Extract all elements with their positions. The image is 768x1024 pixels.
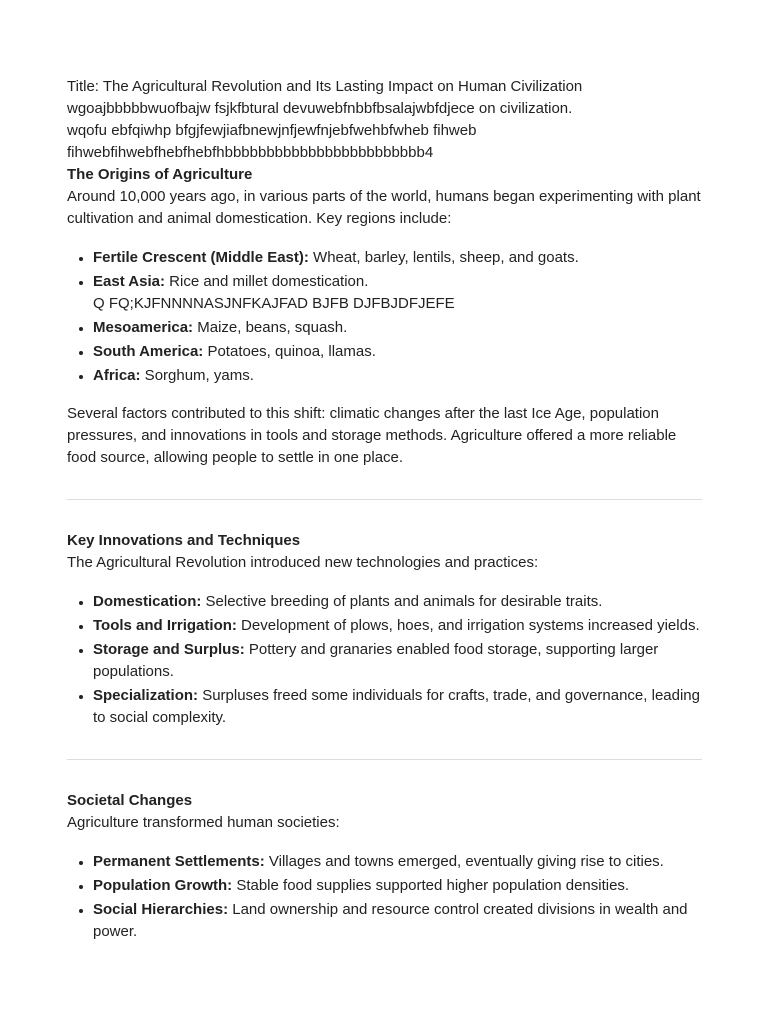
list-item xyxy=(93,615,702,637)
section-heading: Societal Changes xyxy=(67,792,193,809)
title-line: Title: The Agricultural Revolution and Its Lasting Impact on Human Civilization xyxy=(67,78,583,95)
section-intro: Agriculture transformed human societies: xyxy=(67,814,340,831)
section-heading: The Origins of Agriculture xyxy=(67,166,253,183)
list-item-text: Development of plows, hoes, and irrigation systems increased yields. xyxy=(236,617,700,634)
section-divider xyxy=(67,499,702,500)
section-societal-changes xyxy=(67,790,702,943)
list-item-term: Mesoamerica: xyxy=(93,319,194,336)
garbled-line-2: wqofu ebfqiwhp bfgjfewjiafbnewjnfjewfnjebfwehbfwheb fihweb xyxy=(67,122,477,139)
changes-list xyxy=(67,851,702,943)
list-item xyxy=(93,271,702,315)
list-item-term: Fertile Crescent (Middle East): xyxy=(93,249,309,266)
list-item-term: Tools and Irrigation: xyxy=(93,617,237,634)
list-item xyxy=(93,247,702,269)
section-innovations xyxy=(67,530,702,729)
list-item-extra: Q FQ;KJFNNNNASJNFKAJFAD BJFB DJFBJDFJEFE xyxy=(93,295,455,312)
list-item-text: Land ownership and resource control created divisions in wealth and power. xyxy=(93,901,688,940)
regions-list xyxy=(67,247,702,387)
list-item-term: Specialization: xyxy=(93,687,199,704)
list-item-text: Potatoes, quinoa, llamas. xyxy=(203,343,376,360)
garbled-line-1: wgoajbbbbbwuofbajw fsjkfbtural devuwebfnbbfbsalajwbfdjece on civilization. xyxy=(67,100,573,117)
list-item-text: Maize, beans, squash. xyxy=(193,319,348,336)
list-item xyxy=(93,851,702,873)
list-item xyxy=(93,899,702,943)
list-item-term: Domestication: xyxy=(93,593,202,610)
list-item-text: Rice and millet domestication. xyxy=(164,273,369,290)
innovations-list xyxy=(67,591,702,729)
list-item xyxy=(93,685,702,729)
list-item-text: Stable food supplies supported higher population densities. xyxy=(232,877,630,894)
list-item-text: Sorghum, yams. xyxy=(140,367,254,384)
list-item-text: Pottery and granaries enabled food storage, supporting larger populations. xyxy=(93,641,659,680)
list-item-term: South America: xyxy=(93,343,204,360)
list-item xyxy=(93,875,702,897)
list-item xyxy=(93,365,702,387)
list-item-term: Permanent Settlements: xyxy=(93,853,265,870)
list-item-term: Social Hierarchies: xyxy=(93,901,229,918)
list-item-text: Villages and towns emerged, eventually giving rise to cities. xyxy=(264,853,664,870)
garbled-line-3: fihwebfihwebfhebfhebfhbbbbbbbbbbbbbbbbbbbbbbbb4 xyxy=(67,144,434,161)
section-divider xyxy=(67,759,702,760)
list-item-text: Wheat, barley, lentils, sheep, and goats. xyxy=(308,249,579,266)
list-item-text: Selective breeding of plants and animals for desirable traits. xyxy=(201,593,603,610)
list-item-text: Surpluses freed some individuals for crafts, trade, and governance, leading to social complexity. xyxy=(93,687,700,726)
list-item xyxy=(93,317,702,339)
document-header xyxy=(67,76,702,164)
list-item-term: East Asia: xyxy=(93,273,165,290)
list-item-term: Storage and Surplus: xyxy=(93,641,245,658)
list-item xyxy=(93,639,702,683)
section-intro: The Agricultural Revolution introduced new technologies and practices: xyxy=(67,554,539,571)
list-item xyxy=(93,341,702,363)
section-origins xyxy=(67,164,702,469)
list-item-term: Population Growth: xyxy=(93,877,233,894)
list-item-term: Africa: xyxy=(93,367,141,384)
list-item xyxy=(93,591,702,613)
section-outro: Several factors contributed to this shift: climatic changes after the last Ice Age, population pressures, and innovations in tools and storage methods. Agriculture offered a more reliable food source, allowing people to settle in one place. xyxy=(67,405,677,466)
section-intro: Around 10,000 years ago, in various parts of the world, humans began experimenting with plant cultivation and animal domestication. Key regions include: xyxy=(67,188,701,227)
section-heading: Key Innovations and Techniques xyxy=(67,532,301,549)
